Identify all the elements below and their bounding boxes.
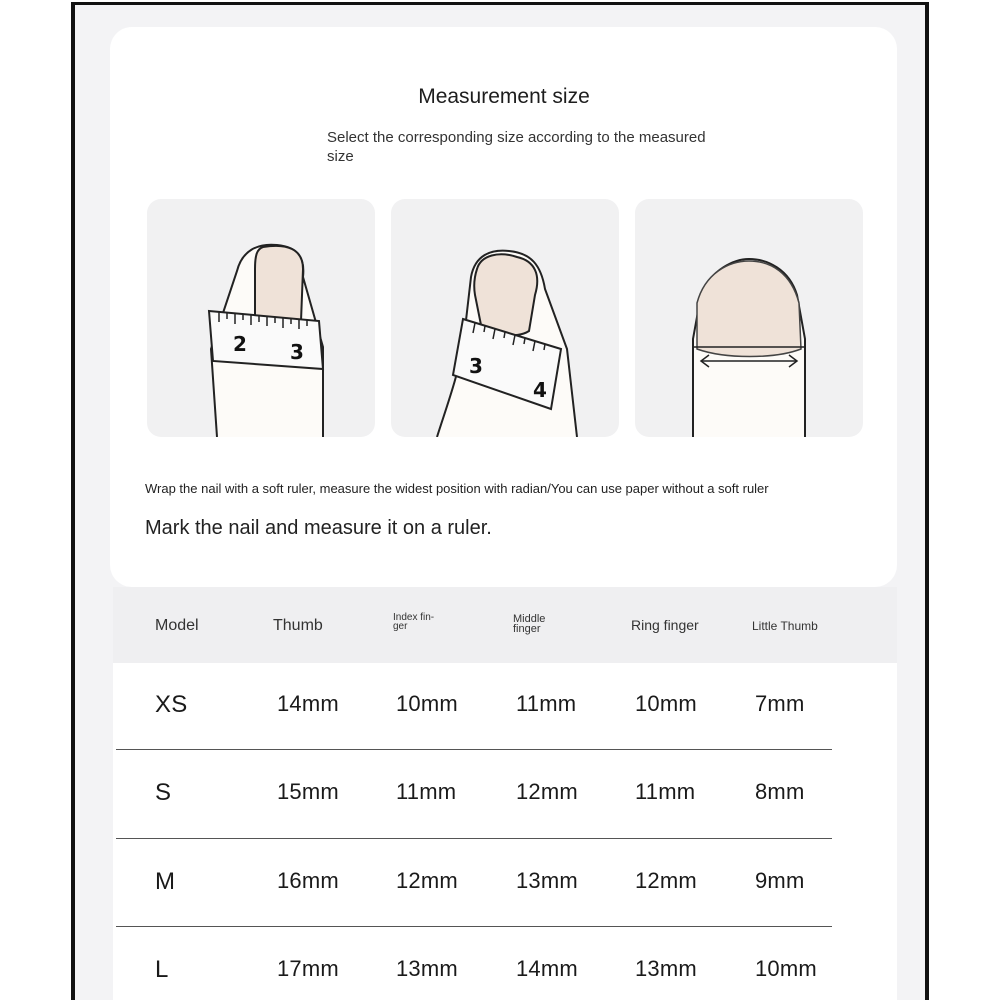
column-header-little: Little Thumb	[752, 619, 818, 633]
cell-index: 13mm	[396, 956, 458, 981]
cell-little: 9mm	[755, 868, 805, 893]
table-row	[113, 751, 897, 839]
cell-thumb: 16mm	[277, 868, 339, 893]
page-subtitle: Select the corresponding size according to the measured size	[327, 129, 706, 165]
cell-model: XS	[155, 691, 188, 718]
ruler-number: 2	[233, 332, 247, 356]
cell-ring: 13mm	[635, 956, 697, 981]
row-divider	[116, 749, 832, 750]
cell-little: 7mm	[755, 691, 805, 716]
column-header-ring: Ring finger	[631, 617, 699, 633]
nail-width-arrow-icon	[635, 199, 863, 437]
table-row	[113, 663, 897, 751]
page-frame	[71, 2, 929, 1000]
column-header-model: Model	[155, 617, 199, 634]
ruler-number: 3	[469, 354, 483, 378]
instruction-mark: Mark the nail and measure it on a ruler.	[145, 517, 492, 539]
cell-model: L	[155, 956, 169, 983]
instruction-wrap: Wrap the nail with a soft ruler, measure the widest position with radian/You can use paper without a soft ruler	[145, 481, 769, 496]
column-header-thumb: Thumb	[273, 617, 323, 634]
cell-little: 8mm	[755, 779, 805, 804]
thumb-wrap-ruler-icon	[147, 199, 375, 437]
page-title: Measurement size	[418, 85, 590, 108]
row-divider	[116, 926, 832, 927]
cell-ring: 12mm	[635, 868, 697, 893]
cell-little: 10mm	[755, 956, 817, 981]
row-divider	[116, 838, 832, 839]
cell-thumb: 14mm	[277, 691, 339, 716]
cell-index: 12mm	[396, 868, 458, 893]
column-header-middle: Middle finger	[513, 613, 546, 635]
cell-index: 11mm	[396, 779, 457, 804]
cell-middle: 13mm	[516, 868, 578, 893]
finger-wrap-ruler-icon	[391, 199, 619, 437]
cell-middle: 11mm	[516, 691, 577, 716]
cell-model: M	[155, 868, 176, 895]
cell-model: S	[155, 779, 172, 806]
cell-middle: 12mm	[516, 779, 578, 804]
cell-middle: 14mm	[516, 956, 578, 981]
cell-thumb: 15mm	[277, 779, 339, 804]
cell-thumb: 17mm	[277, 956, 339, 981]
cell-index: 10mm	[396, 691, 458, 716]
size-table-body	[113, 663, 897, 1000]
table-row	[113, 928, 897, 1000]
column-header-index: Index fin- ger	[393, 612, 435, 632]
cell-ring: 11mm	[635, 779, 696, 804]
size-table-header	[113, 587, 897, 663]
ruler-number: 4	[533, 378, 547, 402]
cell-ring: 10mm	[635, 691, 697, 716]
table-row	[113, 840, 897, 928]
ruler-number: 3	[290, 340, 304, 364]
